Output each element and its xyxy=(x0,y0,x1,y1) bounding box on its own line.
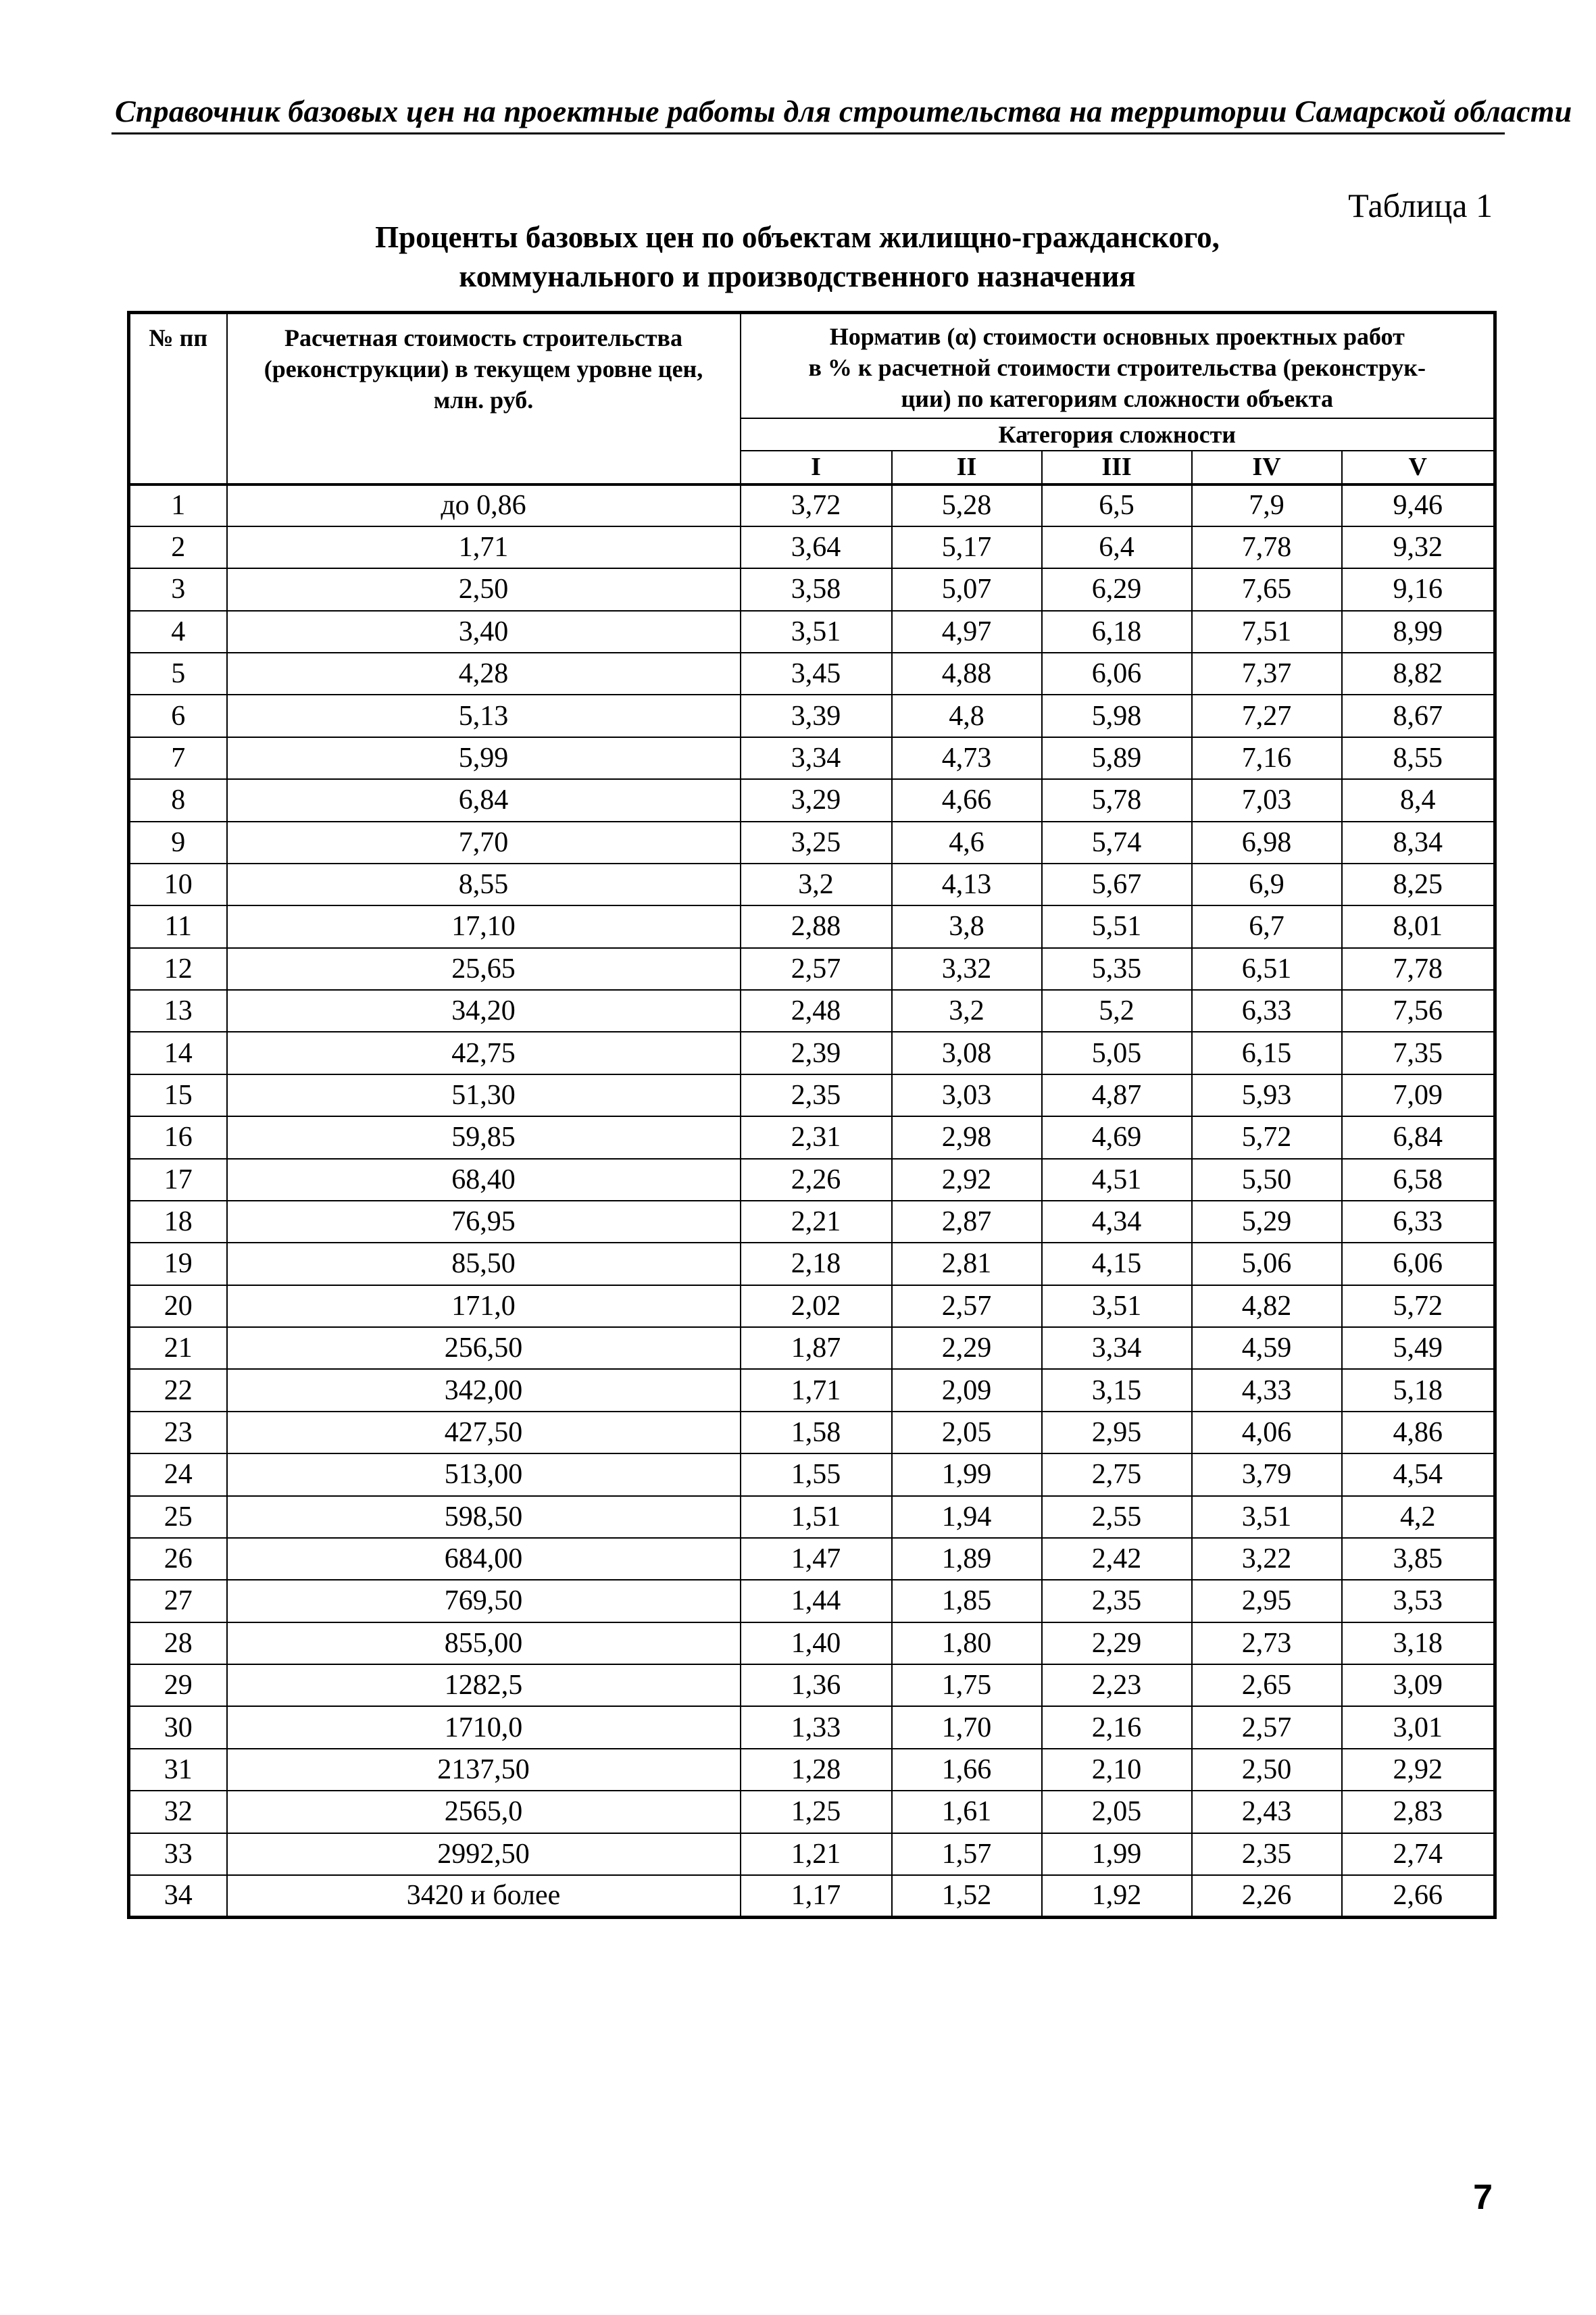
row-cat-iii: 4,51 xyxy=(1042,1159,1192,1201)
row-cat-i: 2,18 xyxy=(741,1243,892,1285)
row-cost: 2565,0 xyxy=(227,1791,741,1833)
category-iii: III xyxy=(1042,451,1192,484)
row-cat-iii: 4,34 xyxy=(1042,1201,1192,1243)
row-cat-iv: 3,51 xyxy=(1192,1496,1342,1538)
row-cat-v: 8,01 xyxy=(1342,905,1495,947)
row-number: 20 xyxy=(129,1285,227,1327)
row-cat-i: 1,55 xyxy=(741,1453,892,1495)
row-cat-i: 1,33 xyxy=(741,1706,892,1748)
row-cat-iv: 3,22 xyxy=(1192,1538,1342,1580)
row-cat-iii: 6,18 xyxy=(1042,611,1192,653)
row-cat-v: 5,72 xyxy=(1342,1285,1495,1327)
table-row xyxy=(129,1369,1495,1411)
row-cost: 25,65 xyxy=(227,948,741,990)
row-cat-v: 8,34 xyxy=(1342,822,1495,864)
row-cat-ii: 2,87 xyxy=(892,1201,1042,1243)
table-row xyxy=(129,1538,1495,1580)
row-cat-iv: 6,98 xyxy=(1192,822,1342,864)
row-cat-iv: 2,50 xyxy=(1192,1749,1342,1791)
row-cat-i: 1,25 xyxy=(741,1791,892,1833)
row-cat-v: 7,35 xyxy=(1342,1032,1495,1074)
category-iv: IV xyxy=(1192,451,1342,484)
row-cat-iii: 2,35 xyxy=(1042,1580,1192,1622)
row-cat-i: 1,71 xyxy=(741,1369,892,1411)
row-number: 1 xyxy=(129,484,227,526)
row-number: 31 xyxy=(129,1749,227,1791)
row-cost: 1710,0 xyxy=(227,1706,741,1748)
row-cat-iii: 1,92 xyxy=(1042,1875,1192,1918)
price-table xyxy=(127,311,1497,1919)
table-row xyxy=(129,864,1495,905)
row-number: 25 xyxy=(129,1496,227,1538)
row-cat-iii: 5,74 xyxy=(1042,822,1192,864)
row-cat-iv: 6,7 xyxy=(1192,905,1342,947)
row-cat-iv: 7,9 xyxy=(1192,484,1342,526)
row-cost: 256,50 xyxy=(227,1327,741,1369)
row-number: 13 xyxy=(129,990,227,1032)
row-cat-i: 3,39 xyxy=(741,695,892,737)
row-cat-i: 3,72 xyxy=(741,484,892,526)
row-cat-ii: 4,97 xyxy=(892,611,1042,653)
row-number: 34 xyxy=(129,1875,227,1918)
row-cat-iv: 4,59 xyxy=(1192,1327,1342,1369)
row-cost: 59,85 xyxy=(227,1116,741,1158)
row-cat-i: 2,88 xyxy=(741,905,892,947)
row-cost: 7,70 xyxy=(227,822,741,864)
row-cat-ii: 5,17 xyxy=(892,526,1042,568)
row-cat-i: 1,44 xyxy=(741,1580,892,1622)
row-cat-v: 6,84 xyxy=(1342,1116,1495,1158)
table-row xyxy=(129,1327,1495,1369)
table-row xyxy=(129,1706,1495,1748)
row-cost: 3420 и более xyxy=(227,1875,741,1918)
table-row xyxy=(129,695,1495,737)
row-cost: 5,99 xyxy=(227,737,741,779)
row-cost: 68,40 xyxy=(227,1159,741,1201)
row-cat-iii: 3,34 xyxy=(1042,1327,1192,1369)
row-cost: 769,50 xyxy=(227,1580,741,1622)
row-cat-i: 2,48 xyxy=(741,990,892,1032)
row-number: 19 xyxy=(129,1243,227,1285)
row-cost: 1282,5 xyxy=(227,1664,741,1706)
category-ii: II xyxy=(892,451,1042,484)
row-cat-i: 3,58 xyxy=(741,568,892,610)
row-cat-i: 1,36 xyxy=(741,1664,892,1706)
row-number: 4 xyxy=(129,611,227,653)
row-cost: 76,95 xyxy=(227,1201,741,1243)
row-cat-i: 2,31 xyxy=(741,1116,892,1158)
col-header-norm-line-3: ции) по категориям сложности объекта xyxy=(901,385,1334,412)
row-cat-v: 3,85 xyxy=(1342,1538,1495,1580)
row-cat-ii: 5,28 xyxy=(892,484,1042,526)
row-cat-iv: 2,95 xyxy=(1192,1580,1342,1622)
row-cat-iii: 5,05 xyxy=(1042,1032,1192,1074)
row-cat-ii: 1,70 xyxy=(892,1706,1042,1748)
table-row xyxy=(129,1791,1495,1833)
row-cost: 171,0 xyxy=(227,1285,741,1327)
table-row xyxy=(129,1201,1495,1243)
table-number: Таблица 1 xyxy=(1348,186,1493,224)
table-row xyxy=(129,905,1495,947)
row-cat-v: 6,58 xyxy=(1342,1159,1495,1201)
row-cost: 5,13 xyxy=(227,695,741,737)
row-cat-iii: 2,05 xyxy=(1042,1791,1192,1833)
table-row xyxy=(129,611,1495,653)
row-cost: 684,00 xyxy=(227,1538,741,1580)
row-cat-ii: 1,89 xyxy=(892,1538,1042,1580)
row-cat-iii: 5,98 xyxy=(1042,695,1192,737)
page-number: 7 xyxy=(1473,2178,1493,2217)
row-cost: 598,50 xyxy=(227,1496,741,1538)
row-cat-ii: 2,98 xyxy=(892,1116,1042,1158)
row-cat-ii: 2,05 xyxy=(892,1412,1042,1453)
row-cat-iii: 5,89 xyxy=(1042,737,1192,779)
row-cat-ii: 3,08 xyxy=(892,1032,1042,1074)
row-cat-iii: 1,99 xyxy=(1042,1833,1192,1875)
row-cat-iii: 4,69 xyxy=(1042,1116,1192,1158)
category-v: V xyxy=(1342,451,1495,484)
row-cat-v: 4,2 xyxy=(1342,1496,1495,1538)
row-number: 6 xyxy=(129,695,227,737)
row-cat-v: 3,18 xyxy=(1342,1622,1495,1664)
row-cat-i: 2,02 xyxy=(741,1285,892,1327)
table-body xyxy=(129,484,1495,1918)
row-cat-ii: 1,52 xyxy=(892,1875,1042,1918)
row-cat-iv: 2,57 xyxy=(1192,1706,1342,1748)
row-number: 26 xyxy=(129,1538,227,1580)
table-row xyxy=(129,1116,1495,1158)
table-row xyxy=(129,1833,1495,1875)
row-cat-iv: 6,33 xyxy=(1192,990,1342,1032)
row-number: 29 xyxy=(129,1664,227,1706)
row-cat-i: 3,2 xyxy=(741,864,892,905)
row-cat-i: 3,45 xyxy=(741,653,892,695)
row-cat-iii: 6,5 xyxy=(1042,484,1192,526)
col-header-cost: Расчетная стоимость строительства (реконструкции) в текущем уровне цен, млн. руб. xyxy=(227,313,741,484)
table-row xyxy=(129,1622,1495,1664)
row-cat-iv: 5,72 xyxy=(1192,1116,1342,1158)
row-cat-ii: 4,8 xyxy=(892,695,1042,737)
row-cat-i: 1,21 xyxy=(741,1833,892,1875)
row-cat-iv: 5,29 xyxy=(1192,1201,1342,1243)
row-number: 18 xyxy=(129,1201,227,1243)
row-cat-iv: 4,06 xyxy=(1192,1412,1342,1453)
row-cat-iv: 7,65 xyxy=(1192,568,1342,610)
row-cat-ii: 3,32 xyxy=(892,948,1042,990)
col-header-norm-line-2: в % к расчетной стоимости строительства (реконструк- xyxy=(808,354,1426,381)
row-cat-ii: 4,66 xyxy=(892,779,1042,821)
row-cost: до 0,86 xyxy=(227,484,741,526)
row-cat-iv: 4,82 xyxy=(1192,1285,1342,1327)
table-row xyxy=(129,948,1495,990)
row-cat-iii: 2,10 xyxy=(1042,1749,1192,1791)
row-number: 27 xyxy=(129,1580,227,1622)
table-row xyxy=(129,484,1495,526)
row-cat-v: 5,49 xyxy=(1342,1327,1495,1369)
row-cat-i: 3,51 xyxy=(741,611,892,653)
table-row xyxy=(129,1243,1495,1285)
row-cat-i: 3,64 xyxy=(741,526,892,568)
row-cat-i: 1,28 xyxy=(741,1749,892,1791)
row-cat-v: 8,67 xyxy=(1342,695,1495,737)
row-cat-iii: 2,75 xyxy=(1042,1453,1192,1495)
row-cat-v: 4,54 xyxy=(1342,1453,1495,1495)
row-number: 24 xyxy=(129,1453,227,1495)
row-cat-v: 8,99 xyxy=(1342,611,1495,653)
row-number: 28 xyxy=(129,1622,227,1664)
row-cat-iii: 4,15 xyxy=(1042,1243,1192,1285)
row-cat-iii: 3,15 xyxy=(1042,1369,1192,1411)
row-cost: 2137,50 xyxy=(227,1749,741,1791)
table-row xyxy=(129,1875,1495,1918)
row-number: 30 xyxy=(129,1706,227,1748)
row-cost: 1,71 xyxy=(227,526,741,568)
row-cat-iv: 7,78 xyxy=(1192,526,1342,568)
row-cat-iv: 7,37 xyxy=(1192,653,1342,695)
row-number: 10 xyxy=(129,864,227,905)
row-number: 14 xyxy=(129,1032,227,1074)
table-row xyxy=(129,568,1495,610)
row-cat-v: 2,83 xyxy=(1342,1791,1495,1833)
row-number: 3 xyxy=(129,568,227,610)
row-cat-iv: 7,03 xyxy=(1192,779,1342,821)
row-cat-ii: 1,57 xyxy=(892,1833,1042,1875)
row-cat-i: 2,26 xyxy=(741,1159,892,1201)
row-cat-v: 2,66 xyxy=(1342,1875,1495,1918)
row-number: 32 xyxy=(129,1791,227,1833)
row-cat-v: 8,82 xyxy=(1342,653,1495,695)
row-cat-i: 2,21 xyxy=(741,1201,892,1243)
row-cat-i: 3,34 xyxy=(741,737,892,779)
running-header: Справочник базовых цен на проектные работы для строительства на территории Самарской области xyxy=(115,94,1572,128)
row-number: 21 xyxy=(129,1327,227,1369)
row-cat-v: 8,55 xyxy=(1342,737,1495,779)
row-cat-iii: 6,06 xyxy=(1042,653,1192,695)
row-cat-iv: 2,43 xyxy=(1192,1791,1342,1833)
row-number: 16 xyxy=(129,1116,227,1158)
row-cat-v: 7,78 xyxy=(1342,948,1495,990)
row-cat-ii: 4,6 xyxy=(892,822,1042,864)
row-number: 5 xyxy=(129,653,227,695)
row-number: 11 xyxy=(129,905,227,947)
row-cat-ii: 2,29 xyxy=(892,1327,1042,1369)
row-cat-v: 8,4 xyxy=(1342,779,1495,821)
row-cat-v: 7,09 xyxy=(1342,1074,1495,1116)
row-cat-i: 1,87 xyxy=(741,1327,892,1369)
row-cat-v: 3,01 xyxy=(1342,1706,1495,1748)
row-cat-iii: 2,29 xyxy=(1042,1622,1192,1664)
row-cat-i: 1,17 xyxy=(741,1875,892,1918)
row-cat-iv: 7,27 xyxy=(1192,695,1342,737)
row-cost: 6,84 xyxy=(227,779,741,821)
row-number: 12 xyxy=(129,948,227,990)
table-row xyxy=(129,1159,1495,1201)
row-cat-iii: 6,4 xyxy=(1042,526,1192,568)
row-cat-ii: 4,73 xyxy=(892,737,1042,779)
row-cat-i: 3,29 xyxy=(741,779,892,821)
col-header-number: № пп xyxy=(129,313,227,484)
row-cat-iv: 2,26 xyxy=(1192,1875,1342,1918)
row-cat-iii: 2,16 xyxy=(1042,1706,1192,1748)
row-cat-v: 3,09 xyxy=(1342,1664,1495,1706)
row-cost: 342,00 xyxy=(227,1369,741,1411)
row-cat-i: 1,58 xyxy=(741,1412,892,1453)
row-number: 7 xyxy=(129,737,227,779)
row-cat-i: 1,47 xyxy=(741,1538,892,1580)
row-cat-ii: 4,88 xyxy=(892,653,1042,695)
table-row xyxy=(129,1496,1495,1538)
row-cat-iii: 2,42 xyxy=(1042,1538,1192,1580)
row-cat-ii: 3,2 xyxy=(892,990,1042,1032)
row-cost: 2992,50 xyxy=(227,1833,741,1875)
row-cost: 42,75 xyxy=(227,1032,741,1074)
table-row xyxy=(129,1580,1495,1622)
row-cost: 3,40 xyxy=(227,611,741,653)
table-title-line-2: коммунального и производственного назначения xyxy=(459,259,1136,293)
row-number: 2 xyxy=(129,526,227,568)
row-cat-v: 3,53 xyxy=(1342,1580,1495,1622)
row-cat-ii: 1,66 xyxy=(892,1749,1042,1791)
table-row xyxy=(129,1285,1495,1327)
row-cat-iv: 2,73 xyxy=(1192,1622,1342,1664)
table-row xyxy=(129,1453,1495,1495)
row-cost: 17,10 xyxy=(227,905,741,947)
row-cost: 2,50 xyxy=(227,568,741,610)
table-row xyxy=(129,990,1495,1032)
row-cost: 85,50 xyxy=(227,1243,741,1285)
row-cat-v: 7,56 xyxy=(1342,990,1495,1032)
row-cost: 4,28 xyxy=(227,653,741,695)
row-cat-i: 2,39 xyxy=(741,1032,892,1074)
row-cat-iv: 6,15 xyxy=(1192,1032,1342,1074)
row-number: 22 xyxy=(129,1369,227,1411)
table-title-line-1: Проценты базовых цен по объектам жилищно-гражданского, xyxy=(375,220,1220,254)
row-cat-i: 2,35 xyxy=(741,1074,892,1116)
row-cost: 34,20 xyxy=(227,990,741,1032)
row-number: 15 xyxy=(129,1074,227,1116)
table-row xyxy=(129,1412,1495,1453)
row-cat-v: 9,46 xyxy=(1342,484,1495,526)
row-cat-v: 2,92 xyxy=(1342,1749,1495,1791)
row-cat-iv: 7,16 xyxy=(1192,737,1342,779)
table-row xyxy=(129,779,1495,821)
row-cat-iii: 6,29 xyxy=(1042,568,1192,610)
row-cat-v: 6,33 xyxy=(1342,1201,1495,1243)
row-cat-i: 2,57 xyxy=(741,948,892,990)
table-row xyxy=(129,653,1495,695)
row-cat-ii: 2,09 xyxy=(892,1369,1042,1411)
row-cat-v: 4,86 xyxy=(1342,1412,1495,1453)
row-cat-ii: 1,99 xyxy=(892,1453,1042,1495)
row-cat-ii: 2,57 xyxy=(892,1285,1042,1327)
row-cat-v: 9,32 xyxy=(1342,526,1495,568)
row-cat-i: 1,51 xyxy=(741,1496,892,1538)
col-header-norm xyxy=(741,313,1495,418)
row-cost: 855,00 xyxy=(227,1622,741,1664)
row-cat-iv: 5,50 xyxy=(1192,1159,1342,1201)
row-cat-ii: 1,85 xyxy=(892,1580,1042,1622)
row-cat-iii: 5,51 xyxy=(1042,905,1192,947)
row-cost: 51,30 xyxy=(227,1074,741,1116)
row-cat-iii: 5,35 xyxy=(1042,948,1192,990)
row-cat-iv: 3,79 xyxy=(1192,1453,1342,1495)
row-cat-v: 2,74 xyxy=(1342,1833,1495,1875)
header-rule xyxy=(111,132,1505,134)
row-cat-iv: 4,33 xyxy=(1192,1369,1342,1411)
row-cat-iv: 2,65 xyxy=(1192,1664,1342,1706)
table-row xyxy=(129,1074,1495,1116)
row-number: 23 xyxy=(129,1412,227,1453)
row-cat-v: 6,06 xyxy=(1342,1243,1495,1285)
row-number: 9 xyxy=(129,822,227,864)
row-cat-i: 1,40 xyxy=(741,1622,892,1664)
row-cost: 513,00 xyxy=(227,1453,741,1495)
row-cat-ii: 1,75 xyxy=(892,1664,1042,1706)
row-cat-ii: 5,07 xyxy=(892,568,1042,610)
row-cat-ii: 2,92 xyxy=(892,1159,1042,1201)
row-cat-iv: 7,51 xyxy=(1192,611,1342,653)
category-i: I xyxy=(741,451,892,484)
row-cat-iii: 3,51 xyxy=(1042,1285,1192,1327)
row-cat-iii: 2,55 xyxy=(1042,1496,1192,1538)
row-cat-iii: 5,2 xyxy=(1042,990,1192,1032)
row-cat-ii: 4,13 xyxy=(892,864,1042,905)
row-cat-ii: 1,94 xyxy=(892,1496,1042,1538)
row-cat-ii: 3,8 xyxy=(892,905,1042,947)
col-header-norm-line-1: Норматив (α) стоимости основных проектных работ xyxy=(829,323,1405,350)
row-cost: 8,55 xyxy=(227,864,741,905)
category-header: Категория сложности xyxy=(741,418,1495,451)
table-row xyxy=(129,526,1495,568)
row-cat-v: 8,25 xyxy=(1342,864,1495,905)
table-title xyxy=(257,218,1338,296)
row-cat-ii: 2,81 xyxy=(892,1243,1042,1285)
row-cat-ii: 1,61 xyxy=(892,1791,1042,1833)
row-cat-iv: 2,35 xyxy=(1192,1833,1342,1875)
row-cost: 427,50 xyxy=(227,1412,741,1453)
table-row xyxy=(129,737,1495,779)
row-cat-ii: 3,03 xyxy=(892,1074,1042,1116)
table-row xyxy=(129,1032,1495,1074)
row-number: 17 xyxy=(129,1159,227,1201)
row-cat-iii: 2,95 xyxy=(1042,1412,1192,1453)
row-cat-iv: 5,93 xyxy=(1192,1074,1342,1116)
row-cat-ii: 1,80 xyxy=(892,1622,1042,1664)
row-cat-iv: 5,06 xyxy=(1192,1243,1342,1285)
row-cat-v: 5,18 xyxy=(1342,1369,1495,1411)
table-row xyxy=(129,822,1495,864)
row-cat-iv: 6,9 xyxy=(1192,864,1342,905)
row-cat-iii: 5,78 xyxy=(1042,779,1192,821)
row-cat-i: 3,25 xyxy=(741,822,892,864)
row-number: 33 xyxy=(129,1833,227,1875)
row-cat-v: 9,16 xyxy=(1342,568,1495,610)
row-cat-iii: 2,23 xyxy=(1042,1664,1192,1706)
table-row xyxy=(129,1664,1495,1706)
row-cat-iii: 5,67 xyxy=(1042,864,1192,905)
row-cat-iv: 6,51 xyxy=(1192,948,1342,990)
row-cat-iii: 4,87 xyxy=(1042,1074,1192,1116)
row-number: 8 xyxy=(129,779,227,821)
table-row xyxy=(129,1749,1495,1791)
